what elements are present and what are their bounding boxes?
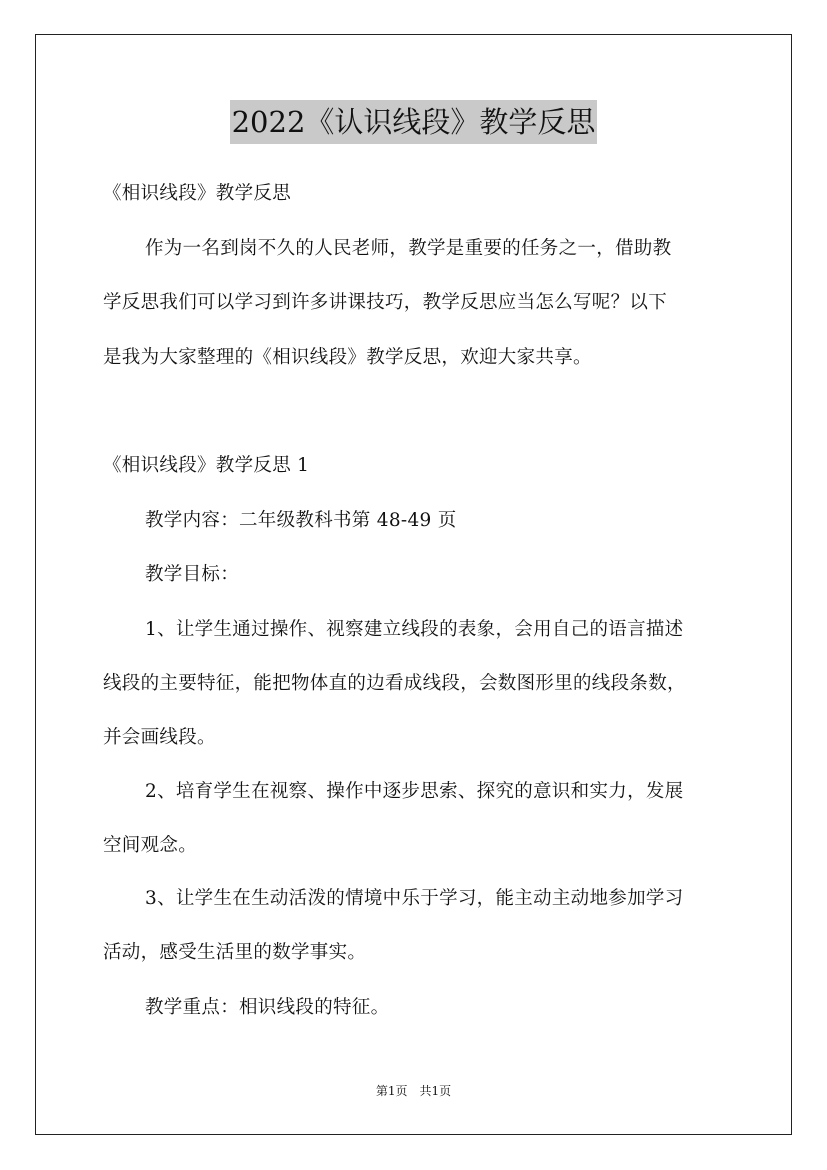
intro-line-2: 学反思我们可以学习到许多讲课技巧，教学反思应当怎么写呢？以下	[103, 292, 668, 313]
intro-line-3: 是我为大家整理的《相识线段》教学反思，欢迎大家共享。	[103, 347, 592, 368]
goal-3-line-2: 活动，感受生活里的数学事实。	[103, 942, 367, 963]
goal-2-line-1: 2、培育学生在视察、操作中逐步思索、探究的意识和实力，发展	[145, 781, 684, 802]
section-heading: 《相识线段》教学反思 1	[103, 455, 310, 476]
document-title-text: 2022《认识线段》教学反思	[230, 100, 598, 144]
goals-heading: 教学目标：	[145, 564, 240, 585]
subtitle: 《相识线段》教学反思	[103, 183, 292, 204]
goal-1-line-3: 并会画线段。	[103, 727, 216, 748]
key-point: 教学重点：相识线段的特征。	[145, 997, 390, 1018]
intro-line-1: 作为一名到岗不久的人民老师，教学是重要的任务之一，借助教	[145, 238, 672, 259]
document-title	[0, 100, 827, 144]
goal-1-line-2: 线段的主要特征，能把物体直的边看成线段，会数图形里的线段条数，	[103, 673, 686, 694]
teaching-content: 教学内容：二年级教科书第 48-49 页	[145, 510, 457, 531]
goal-2-line-2: 空间观念。	[103, 835, 198, 856]
goal-3-line-1: 3、让学生在生动活泼的情境中乐于学习，能主动主动地参加学习	[145, 888, 684, 909]
goal-1-line-1: 1、让学生通过操作、视察建立线段的表象，会用自己的语言描述	[145, 619, 684, 640]
page-footer: 第1页 共1页	[375, 1084, 452, 1098]
